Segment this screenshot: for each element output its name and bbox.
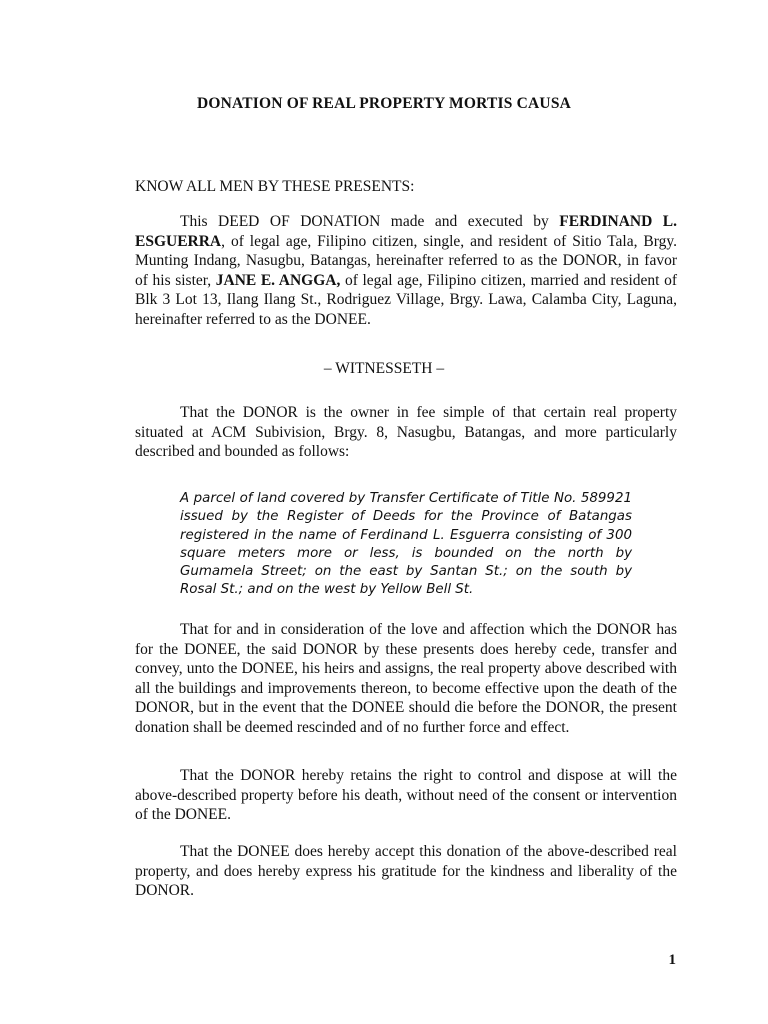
paragraph-parties-text-1: This DEED OF DONATION made and executed by bbox=[180, 213, 560, 230]
property-description: A parcel of land covered by Transfer Certificate of Title No. 589921 issued by the Register of Deeds for the Province of Batangas registered in the name of Ferdinand L. Esguerra consisting of 300 square meters more or less, is bounded on the north by Gumamela Street; on the east by Santan St.; on the south by Rosal St.; and on the west by Yellow Bell St. bbox=[180, 491, 632, 598]
paragraph-retention: That the DONOR hereby retains the right to control and dispose at will the above-described property before his death, without need of the consent or intervention of the DONEE. bbox=[135, 767, 677, 824]
donee-name: JANE E. ANGGA, bbox=[215, 271, 341, 289]
document-title: DONATION OF REAL PROPERTY MORTIS CAUSA bbox=[196, 95, 572, 112]
paragraph-acceptance: That the DONEE does hereby accept this donation of the above-described real property, and does hereby express his gratitude for the kindness and liberality of the DONOR. bbox=[135, 843, 677, 900]
paragraph-parties-text-3: of legal age, Filipino citizen, married and resident of Blk 3 Lot 13, Ilang Ilang St., Rodriguez Village, Brgy. Lawa, Calamba City, Laguna, hereinafter referred to as the DONEE. bbox=[135, 271, 677, 328]
paragraph-ownership: That the DONOR is the owner in fee simple of that certain real property situated at ACM Subivision, Brgy. 8, Nasugbu, Batangas, and more particularly described and bounded as follows: bbox=[135, 404, 677, 461]
paragraph-parties bbox=[135, 212, 677, 330]
paragraph-consideration: That for and in consideration of the love and affection which the DONOR has for the DONEE, the said DONOR by these presents does hereby cede, transfer and convey, unto the DONEE, his heirs and assigns, the real property above described with all the buildings and improvements thereon, to become effective upon the death of the DONOR, but in the event that the DONEE should die before the DONOR, the present donation shall be deemed rescinded and of no further force and effect. bbox=[135, 621, 677, 736]
witnesseth-heading: – WITNESSETH – bbox=[323, 360, 445, 377]
page-number: 1 bbox=[668, 952, 676, 968]
donor-name: FERDINAND L. ESGUERRA bbox=[135, 213, 677, 250]
paragraph-parties-text-2: , of legal age, Filipino citizen, single, and resident of Sitio Tala, Brgy. Munting Indang, Nasugbu, Batangas, hereinafter referred to as the DONOR, in favor of his sister, bbox=[135, 232, 677, 289]
opening-line: KNOW ALL MEN BY THESE PRESENTS: bbox=[135, 178, 415, 195]
